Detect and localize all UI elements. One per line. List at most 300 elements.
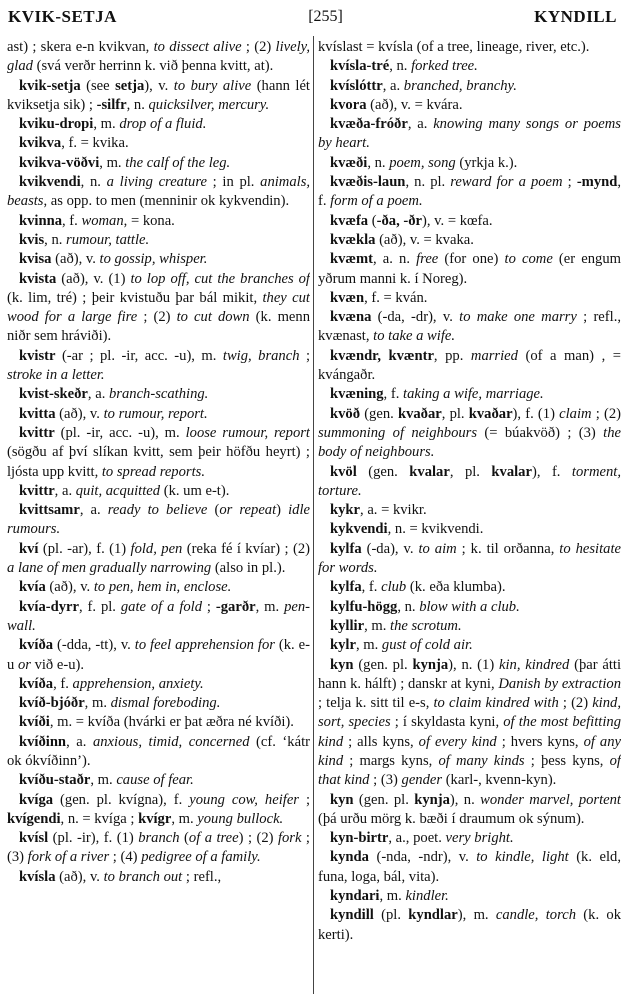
definition-italic: to take a wife. bbox=[373, 328, 456, 345]
entry-text: ; (2) bbox=[241, 39, 276, 55]
dictionary-entry bbox=[318, 173, 621, 212]
definition-italic: of a tree bbox=[188, 830, 239, 847]
dictionary-entry bbox=[318, 598, 621, 617]
dictionary-entry bbox=[318, 887, 621, 906]
dictionary-entry bbox=[7, 713, 310, 732]
definition-italic: Danish by extraction bbox=[498, 675, 621, 692]
definition-italic: blow with a club. bbox=[419, 598, 520, 615]
headword: kynja bbox=[414, 791, 450, 808]
entry-text: ( bbox=[179, 830, 189, 847]
definition-italic: fork bbox=[277, 830, 302, 847]
entry-text: , n. bbox=[389, 58, 412, 75]
dictionary-entry bbox=[7, 212, 310, 231]
entry-text: , m. bbox=[171, 810, 198, 827]
entry-text: (sögðu af því slíkan kvitt, sem þeir höfðu heyrt) ; ljósta upp kvitt, bbox=[7, 444, 310, 480]
dictionary-entry bbox=[7, 173, 310, 212]
definition-italic: to cut down bbox=[176, 309, 250, 326]
dictionary-entry bbox=[318, 96, 621, 115]
definition-italic: to rumour, report. bbox=[103, 405, 208, 422]
dictionary-entry bbox=[7, 385, 310, 404]
definition-italic: to claim kindred with bbox=[433, 695, 559, 712]
definition-italic: reward for a poem bbox=[450, 174, 563, 191]
entry-text: (að), v. bbox=[51, 251, 100, 268]
definition-italic: to kindle, light bbox=[476, 849, 569, 866]
entry-text: ( bbox=[207, 502, 220, 519]
entry-text: (-da, -dr), v. bbox=[371, 309, 460, 326]
entry-text: (k. e-u bbox=[7, 637, 310, 673]
headword: kvísla bbox=[19, 868, 56, 885]
entry-text: ; í skyldasta kyni, bbox=[390, 714, 504, 731]
dictionary-entry bbox=[318, 231, 621, 250]
definition-italic: woman bbox=[81, 212, 124, 229]
dictionary-entry bbox=[318, 617, 621, 636]
dictionary-entry bbox=[318, 154, 621, 173]
definition-italic: ready to believe bbox=[107, 502, 208, 519]
right-column bbox=[318, 38, 621, 996]
entry-text: ), m. bbox=[457, 907, 496, 924]
definition-italic: the body of neighbours. bbox=[318, 424, 621, 461]
headword: kvæfa bbox=[330, 212, 369, 229]
entry-text: (-nda, -ndr), v. bbox=[368, 849, 477, 866]
entry-text: (hann lét kviksetja sik) ; bbox=[7, 77, 310, 113]
definition-italic: animals, beasts bbox=[7, 174, 310, 210]
dictionary-entry bbox=[318, 57, 621, 76]
entry-text: (k. lim, tré) ; þeir kvistuðu þar bál mikit, bbox=[7, 289, 263, 306]
definition-italic: drop of a fluid. bbox=[119, 116, 207, 133]
entry-text: (pl. -ir), f. (1) bbox=[48, 830, 139, 847]
definition-italic: to come bbox=[504, 251, 553, 268]
headword: kylfa bbox=[330, 540, 362, 557]
definition-italic: free bbox=[416, 251, 439, 268]
entry-text: ; (3) bbox=[369, 772, 402, 789]
headword: kvistr bbox=[19, 347, 56, 364]
headword: kviku-dropi bbox=[19, 116, 94, 133]
dictionary-entry bbox=[7, 115, 310, 134]
entry-text: , f. bbox=[383, 386, 404, 403]
entry-text: (see bbox=[80, 77, 116, 94]
definition-italic: very bright. bbox=[445, 830, 514, 847]
definition-italic: branch-scathing. bbox=[109, 386, 209, 403]
entry-text: (svá verðr herrinn k. við þenna kvitt, at). bbox=[32, 58, 274, 75]
dictionary-entry bbox=[318, 385, 621, 404]
definition-italic: a living creature bbox=[106, 174, 207, 191]
entry-text: (að), v. = kvaka. bbox=[375, 231, 474, 248]
definition-italic: married bbox=[470, 347, 518, 364]
definition-italic: loose rumour, report bbox=[185, 424, 310, 441]
definition-italic: branch bbox=[138, 830, 180, 847]
dictionary-entry bbox=[7, 733, 310, 772]
entry-text: (for one) bbox=[438, 251, 505, 268]
headword: kvæning bbox=[330, 386, 384, 403]
dictionary-entry bbox=[318, 405, 621, 463]
entry-text: (karl-, kvenn-kyn). bbox=[442, 772, 557, 789]
dictionary-entry bbox=[318, 308, 621, 347]
entry-text: ), f. bbox=[531, 463, 572, 480]
definition-italic: wonder marvel, portent bbox=[480, 791, 621, 808]
definition-italic: kindler. bbox=[405, 888, 449, 905]
dictionary-entry bbox=[318, 791, 621, 830]
definition-italic: summoning of neighbours bbox=[318, 424, 478, 441]
entry-text: , m. bbox=[255, 598, 285, 615]
dictionary-entry bbox=[7, 598, 310, 637]
definition-italic: to dissect alive bbox=[153, 39, 242, 55]
headword: kvis bbox=[19, 231, 45, 248]
dictionary-entry bbox=[318, 906, 621, 945]
definition-italic: stroke in a letter. bbox=[7, 367, 105, 384]
entry-text: (k. ok kerti). bbox=[318, 907, 621, 943]
entry-text: ; telja k. sitt til e-s, bbox=[318, 695, 434, 712]
entry-text: (yrkja k.). bbox=[455, 154, 518, 171]
definition-italic: twig, branch bbox=[222, 347, 300, 364]
entry-text: , m. bbox=[90, 772, 117, 789]
headword: kvalar bbox=[491, 463, 532, 480]
headword: kvisa bbox=[19, 251, 52, 268]
headword: kvinna bbox=[19, 212, 62, 229]
headword: kykr bbox=[330, 502, 361, 519]
dictionary-entry bbox=[7, 578, 310, 597]
definition-italic: gender bbox=[401, 772, 443, 789]
headword: kvísla-tré bbox=[330, 58, 390, 75]
headword: kvændr, kvæntr bbox=[330, 347, 434, 364]
headword: kyndari bbox=[330, 888, 380, 905]
headword: kvittr bbox=[19, 424, 55, 441]
headword: kynda bbox=[330, 849, 369, 866]
dictionary-entry bbox=[318, 578, 621, 597]
left-column bbox=[7, 38, 310, 996]
entry-text: , f. bbox=[318, 174, 621, 210]
headword: kvik-setja bbox=[19, 77, 81, 94]
dictionary-entry bbox=[7, 694, 310, 713]
headword: kví bbox=[19, 540, 39, 557]
headword: kvöl bbox=[330, 463, 357, 480]
definition-italic: anxious, timid, concerned bbox=[92, 733, 250, 750]
definition-italic: quicksilver, mercury. bbox=[148, 96, 270, 113]
entry-text: ), n. bbox=[449, 791, 481, 808]
headword: kvist-skeðr bbox=[19, 386, 88, 403]
definition-italic: pen-wall. bbox=[7, 598, 310, 634]
headword: kyn bbox=[330, 656, 354, 673]
entry-text: , f. bbox=[62, 212, 82, 229]
entry-text: ast) ; skera e-n kvikvan, bbox=[7, 39, 154, 55]
definition-italic: or bbox=[17, 656, 31, 673]
definition-italic: of many kinds bbox=[438, 752, 525, 769]
definition-italic: branched, branchy. bbox=[403, 77, 517, 94]
entry-text: (cf. ‘kátr ok ókvíðinn’). bbox=[7, 733, 310, 769]
entry-text: (að), v. bbox=[45, 579, 94, 596]
entry-text: (gen. pl. bbox=[353, 791, 415, 808]
headword: setja bbox=[115, 77, 145, 94]
entry-text: ) bbox=[276, 502, 289, 519]
entry-text: (k. eld, funa, loga, bál, vita). bbox=[318, 849, 621, 885]
entry-text: , pl. bbox=[449, 463, 492, 480]
entry-text: (-dda, -tt), v. bbox=[53, 637, 135, 654]
headword: kvía-dyrr bbox=[19, 598, 79, 615]
dictionary-entry bbox=[318, 463, 621, 502]
dictionary-entry bbox=[7, 791, 310, 830]
dictionary-entry bbox=[7, 405, 310, 424]
headword: -mynd bbox=[576, 174, 618, 191]
entry-text: ; bbox=[299, 347, 310, 364]
headword: kyllir bbox=[330, 617, 365, 634]
headword: kvíslóttr bbox=[330, 77, 383, 94]
headword: kvíði bbox=[19, 714, 50, 731]
dictionary-entry bbox=[318, 38, 621, 57]
headword: kvæða-fróðr bbox=[330, 116, 408, 133]
definition-italic: to branch out bbox=[103, 868, 183, 885]
definition-italic: kind, sort, species bbox=[318, 695, 621, 731]
definition-italic: quit, acquitted bbox=[75, 482, 161, 499]
definition-italic: to hesitate for words. bbox=[318, 540, 621, 577]
entry-text: , a. bbox=[66, 733, 93, 750]
definition-italic: of that kind bbox=[318, 752, 621, 789]
definition-italic: a lane of men gradually narrowing bbox=[7, 560, 212, 577]
definition-italic: of any kind bbox=[318, 733, 621, 769]
definition-italic: young bullock. bbox=[197, 810, 284, 827]
dictionary-entry bbox=[7, 636, 310, 675]
definition-italic: gust of cold air. bbox=[381, 637, 473, 654]
dictionary-entry bbox=[318, 501, 621, 520]
entry-text: , n. pl. bbox=[405, 174, 451, 191]
headword: kynja bbox=[412, 656, 449, 673]
headword: kvía bbox=[19, 579, 46, 596]
page-header bbox=[8, 4, 617, 30]
headword: kvikva-vöðvi bbox=[19, 154, 100, 171]
dictionary-entry bbox=[318, 636, 621, 655]
definition-italic: apprehension, anxiety. bbox=[72, 675, 204, 692]
headword: kvöð bbox=[330, 405, 361, 422]
dictionary-entry bbox=[7, 270, 310, 347]
dictionary-entry bbox=[7, 540, 310, 579]
entry-text: , n. bbox=[367, 154, 390, 171]
definition-italic: to make one marry bbox=[459, 309, 577, 326]
headword: kvæna bbox=[330, 309, 372, 326]
headword: kvaðar bbox=[397, 405, 442, 422]
definition-italic: cause of fear. bbox=[116, 772, 194, 789]
left-running-head: KVIK-SETJA bbox=[8, 7, 117, 26]
headword: kvækla bbox=[330, 231, 376, 248]
definition-italic: to bury alive bbox=[173, 77, 252, 94]
dictionary-entry bbox=[318, 250, 621, 289]
entry-text: , m. bbox=[99, 154, 126, 171]
definition-italic: dismal foreboding. bbox=[110, 695, 221, 712]
dictionary-entry bbox=[318, 540, 621, 579]
entry-text: , n. = kvíga ; bbox=[60, 810, 139, 827]
headword: kvitta bbox=[19, 405, 56, 422]
headword: kvaðar bbox=[468, 405, 513, 422]
entry-text: (þá urðu mörg k. bæði í draumum ok sýnum). bbox=[318, 810, 585, 827]
headword: kvittsamr bbox=[19, 502, 80, 519]
definition-italic: torment, torture. bbox=[318, 463, 621, 499]
definition-italic: to pen, hem in, enclose. bbox=[93, 579, 232, 596]
entry-text: ( bbox=[368, 212, 377, 229]
entry-text: , m. bbox=[355, 637, 382, 654]
dictionary-entry bbox=[318, 212, 621, 231]
dictionary-entry bbox=[7, 250, 310, 269]
entry-text: ), n. (1) bbox=[448, 656, 499, 673]
headword: -ða, -ðr bbox=[376, 212, 423, 229]
headword: kvíðu-staðr bbox=[19, 772, 91, 789]
dictionary-entry bbox=[318, 347, 621, 386]
dictionary-entry bbox=[7, 868, 310, 887]
entry-text: ; alls kyns, bbox=[343, 733, 419, 750]
definition-italic: club bbox=[381, 579, 407, 596]
headword: kvísl bbox=[19, 830, 49, 847]
headword: kvíða bbox=[19, 637, 54, 654]
entry-text: (gen. bbox=[360, 405, 398, 422]
entry-text: , n. bbox=[44, 231, 67, 248]
entry-text: ), v. bbox=[144, 77, 174, 94]
dictionary-entry bbox=[7, 501, 310, 540]
definition-italic: kin, kindred bbox=[498, 656, 570, 673]
headword: kyndill bbox=[330, 907, 374, 924]
entry-text: (að), v. bbox=[55, 868, 104, 885]
entry-text: (gen. pl. kvígna), f. bbox=[53, 791, 190, 808]
entry-text: ; bbox=[202, 598, 216, 615]
dictionary-entry bbox=[7, 675, 310, 694]
dictionary-entry bbox=[318, 77, 621, 96]
entry-text: ; k. til orðanna, bbox=[456, 540, 560, 557]
definition-italic: young cow, heifer bbox=[189, 791, 299, 808]
dictionary-entry bbox=[318, 115, 621, 154]
headword: kvista bbox=[19, 270, 57, 287]
dictionary-entry bbox=[318, 848, 621, 887]
entry-text: kvíslast = kvísla (of a tree, lineage, river, etc.). bbox=[318, 39, 590, 55]
entry-text: (k. menn niðr sem hráviði). bbox=[7, 309, 310, 345]
entry-text: (reka fé í kvíar) ; (2) bbox=[182, 540, 310, 557]
entry-text: , m. bbox=[84, 695, 111, 712]
dictionary-entry bbox=[7, 347, 310, 386]
definition-italic: fork of a river bbox=[27, 849, 110, 866]
right-running-head: KYNDILL bbox=[534, 7, 617, 26]
headword: -garðr bbox=[215, 598, 256, 615]
headword: kvittr bbox=[19, 482, 55, 499]
entry-text: , f. bbox=[361, 579, 382, 596]
headword: kvígendi bbox=[7, 810, 61, 827]
entry-text: , pl. bbox=[441, 405, 469, 422]
entry-text: ) ; (2) bbox=[238, 830, 278, 847]
entry-text: , f. bbox=[53, 675, 73, 692]
entry-text: ; (2) bbox=[591, 405, 621, 422]
entry-text: ; bbox=[298, 791, 310, 808]
entry-text: , a. bbox=[382, 77, 404, 94]
entry-text: ; refl., bbox=[182, 868, 222, 885]
entry-text: , n. bbox=[397, 598, 420, 615]
definition-italic: pedigree of a family. bbox=[141, 849, 261, 866]
dictionary-entry bbox=[7, 231, 310, 250]
entry-text: , m. = kvíða (hvárki er þat æðra né kvíði). bbox=[49, 714, 294, 731]
entry-text: (er engum yðrum manni k. í Noreg). bbox=[318, 251, 621, 287]
definition-italic: taking a wife, marriage. bbox=[403, 386, 544, 403]
definition-italic: form of a poem. bbox=[330, 193, 423, 210]
entry-text: , a., poet. bbox=[388, 830, 446, 847]
headword: kvæðis-laun bbox=[330, 174, 406, 191]
definition-italic: poem, song bbox=[389, 154, 456, 171]
entry-text: (= búakvöð) ; (3) bbox=[477, 424, 604, 441]
entry-text: , m. bbox=[364, 617, 391, 634]
entry-text: (að), v. (1) bbox=[56, 270, 131, 287]
headword: kvæmt bbox=[330, 251, 373, 268]
headword: kylfa bbox=[330, 579, 362, 596]
entry-text: ; hvers kyns, bbox=[496, 733, 584, 750]
definition-italic: the calf of the leg. bbox=[125, 154, 231, 171]
entry-text: , a. bbox=[79, 502, 108, 519]
entry-text: (-da), v. bbox=[361, 540, 419, 557]
headword: kyn bbox=[330, 791, 354, 808]
entry-text: ), f. (1) bbox=[512, 405, 560, 422]
entry-text: (þar átti hann k. hálft) ; danskr at kyni, bbox=[318, 656, 621, 692]
definition-italic: lively, glad bbox=[7, 39, 310, 75]
definition-italic: knowing many songs or poems by heart. bbox=[318, 116, 621, 152]
definition-italic: forked tree. bbox=[411, 58, 478, 75]
entry-text: , as opp. to men (menninir ok kykvendin). bbox=[43, 193, 290, 210]
entry-text: (pl. bbox=[373, 907, 409, 924]
headword: kvígr bbox=[138, 810, 172, 827]
column-divider bbox=[313, 36, 314, 994]
entry-text: ; þess kyns, bbox=[524, 752, 610, 769]
entry-text: (also in pl.). bbox=[211, 560, 286, 577]
entry-text: ; (4) bbox=[109, 849, 142, 866]
entry-text: , a. bbox=[407, 116, 434, 133]
entry-text: , f. = kvika. bbox=[61, 135, 129, 152]
definition-italic: to gossip, whisper. bbox=[99, 251, 208, 268]
entry-text: , a. n. bbox=[372, 251, 417, 268]
entry-text: (að), v. = kvára. bbox=[366, 96, 463, 113]
dictionary-entry bbox=[7, 424, 310, 482]
entry-text: (að), v. bbox=[55, 405, 104, 422]
headword: kvæði bbox=[330, 154, 368, 171]
entry-text: , n. = kvikvendi. bbox=[387, 521, 484, 538]
entry-text: (k. um e-t). bbox=[160, 482, 230, 499]
entry-text: , n. bbox=[126, 96, 149, 113]
definition-italic: to spread reports. bbox=[101, 463, 205, 480]
headword: kylfu-högg bbox=[330, 598, 398, 615]
headword: kvikva bbox=[19, 135, 62, 152]
headword: kvora bbox=[330, 96, 367, 113]
definition-italic: candle, torch bbox=[495, 907, 576, 924]
dictionary-entry bbox=[7, 482, 310, 501]
headword: kvíð-bjóðr bbox=[19, 695, 85, 712]
definition-italic: of every kind bbox=[418, 733, 497, 750]
entry-text: ; margs kyns, bbox=[343, 752, 439, 769]
entry-text: (-ar ; pl. -ir, acc. -u), m. bbox=[55, 347, 223, 364]
entry-text: (pl. -ir, acc. -u), m. bbox=[54, 424, 186, 441]
headword: kyndlar bbox=[408, 907, 458, 924]
entry-text: (of a man) , = kvángaðr. bbox=[318, 347, 621, 384]
entry-text: ; (3) bbox=[7, 830, 310, 866]
entry-text: , a. bbox=[54, 482, 76, 499]
entry-text: , a. = kvikr. bbox=[360, 502, 427, 519]
entry-text: ; (2) bbox=[558, 695, 593, 712]
entry-text: , f. = kván. bbox=[364, 289, 428, 306]
definition-italic: to aim bbox=[418, 540, 457, 557]
headword: -silfr bbox=[96, 96, 127, 113]
entry-text: , m. bbox=[93, 116, 120, 133]
headword: kyn-birtr bbox=[330, 830, 389, 847]
definition-italic: idle rumours. bbox=[7, 502, 310, 538]
page-number: [255] bbox=[308, 8, 343, 25]
dictionary-entry bbox=[7, 829, 310, 868]
entry-text: ; bbox=[562, 174, 577, 191]
headword: kvalar bbox=[409, 463, 450, 480]
headword: kvikvendi bbox=[19, 174, 81, 191]
entry-text: , = kona. bbox=[123, 212, 175, 229]
definition-italic: or repeat bbox=[219, 502, 277, 519]
entry-text: ), v. = kœfa. bbox=[422, 212, 493, 229]
headword: kylr bbox=[330, 637, 356, 654]
headword: kykvendi bbox=[330, 521, 388, 538]
entry-text: , pp. bbox=[433, 347, 471, 364]
entry-text: , a. bbox=[87, 386, 109, 403]
